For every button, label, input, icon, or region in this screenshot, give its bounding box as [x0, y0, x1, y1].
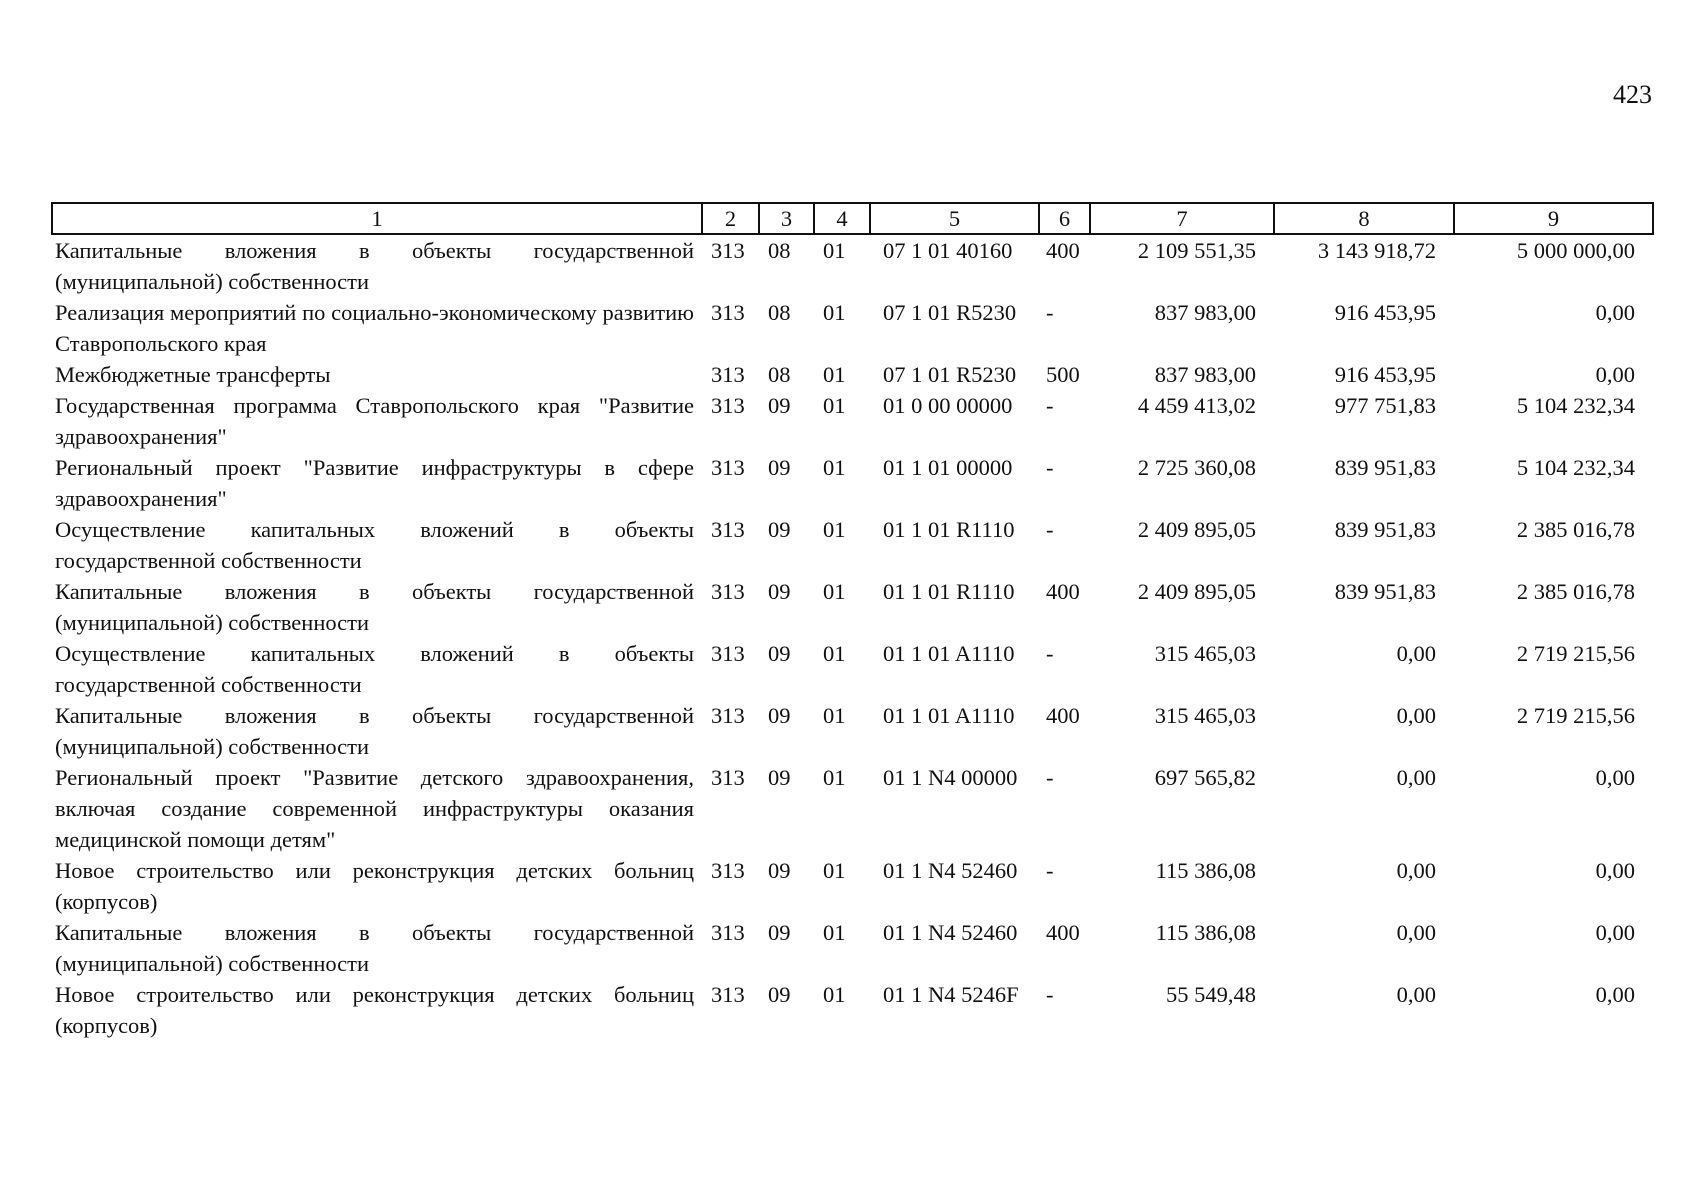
ministry-code-cell: 313 [711, 393, 745, 418]
amount-col9-cell: 0,00 [1595, 858, 1635, 883]
target-article-code-cell: 01 1 01 R1110 [883, 579, 1015, 604]
amount-col8-cell: 0,00 [1396, 641, 1436, 666]
amount-col7-cell: 115 386,08 [1155, 858, 1256, 883]
amount-col8-cell: 839 951,83 [1334, 579, 1436, 604]
amount-col9-cell: 5 104 232,34 [1516, 393, 1635, 418]
section-code-cell: 09 [768, 858, 791, 883]
amount-col7-cell: 2 725 360,08 [1137, 455, 1256, 480]
table-row [52, 234, 1653, 297]
section-code-cell: 09 [768, 920, 791, 945]
column-header-3: 3 [759, 203, 814, 234]
subsection-code-cell: 01 [823, 393, 846, 418]
target-article-code-cell: 01 1 01 A1110 [883, 641, 1015, 666]
expense-type-code-cell: - [1046, 765, 1054, 790]
target-article-code-cell: 01 1 N4 52460 [883, 920, 1018, 945]
expense-name-cell: Осуществление капитальных вложений в объекты государственной собственности [55, 517, 694, 573]
target-article-code-cell: 01 1 01 00000 [883, 455, 1013, 480]
expense-name-cell: Капитальные вложения в объекты государственной (муниципальной) собственности [55, 920, 694, 976]
expense-type-code-cell: 400 [1046, 920, 1080, 945]
column-header-5: 5 [870, 203, 1039, 234]
amount-col7-cell: 837 983,00 [1154, 362, 1256, 387]
expense-type-code-cell: 400 [1046, 703, 1080, 728]
table-row [52, 514, 1653, 576]
table-row [52, 452, 1653, 514]
amount-col7-cell: 4 459 413,02 [1137, 393, 1256, 418]
column-header-8: 8 [1274, 203, 1454, 234]
section-code-cell: 09 [768, 579, 791, 604]
amount-col7-cell: 2 409 895,05 [1137, 517, 1256, 542]
expense-type-code-cell: 400 [1046, 238, 1080, 263]
budget-table [51, 202, 1654, 1041]
subsection-code-cell: 01 [823, 455, 846, 480]
table-row [52, 359, 1653, 390]
table-row [52, 855, 1653, 917]
table-row [52, 576, 1653, 638]
ministry-code-cell: 313 [711, 982, 745, 1007]
subsection-code-cell: 01 [823, 579, 846, 604]
amount-col8-cell: 0,00 [1396, 765, 1436, 790]
table-row [52, 917, 1653, 979]
expense-name-cell: Осуществление капитальных вложений в объекты государственной собственности [55, 641, 694, 697]
amount-col8-cell: 0,00 [1396, 858, 1436, 883]
amount-col9-cell: 0,00 [1595, 300, 1635, 325]
amount-col9-cell: 0,00 [1595, 920, 1635, 945]
expense-type-code-cell: - [1046, 455, 1054, 480]
target-article-code-cell: 07 1 01 R5230 [883, 362, 1017, 387]
page-number: 423 [1613, 80, 1652, 109]
expense-type-code-cell: 400 [1046, 579, 1080, 604]
expense-type-code-cell: - [1046, 300, 1054, 325]
table-row [52, 297, 1653, 359]
expense-name-cell: Государственная программа Ставропольского края "Развитие здравоохранения" [55, 393, 694, 449]
amount-col7-cell: 115 386,08 [1155, 920, 1256, 945]
expense-type-code-cell: 500 [1046, 362, 1080, 387]
table-row [52, 638, 1653, 700]
amount-col9-cell: 2 719 215,56 [1516, 703, 1635, 728]
amount-col7-cell: 315 465,03 [1154, 641, 1256, 666]
target-article-code-cell: 01 1 N4 5246F [883, 982, 1019, 1007]
amount-col8-cell: 839 951,83 [1334, 517, 1436, 542]
amount-col8-cell: 977 751,83 [1334, 393, 1436, 418]
amount-col7-cell: 2 409 895,05 [1137, 579, 1256, 604]
expense-type-code-cell: - [1046, 982, 1054, 1007]
expense-type-code-cell: - [1046, 393, 1054, 418]
expense-type-code-cell: - [1046, 858, 1054, 883]
amount-col7-cell: 2 109 551,35 [1137, 238, 1256, 263]
amount-col8-cell: 0,00 [1396, 920, 1436, 945]
amount-col7-cell: 837 983,00 [1154, 300, 1256, 325]
expense-name-cell: Капитальные вложения в объекты государственной (муниципальной) собственности [55, 579, 694, 635]
amount-col9-cell: 2 385 016,78 [1516, 517, 1635, 542]
section-code-cell: 08 [768, 362, 791, 387]
amount-col9-cell: 2 385 016,78 [1516, 579, 1635, 604]
subsection-code-cell: 01 [823, 238, 846, 263]
amount-col8-cell: 0,00 [1396, 982, 1436, 1007]
section-code-cell: 09 [768, 455, 791, 480]
amount-col9-cell: 0,00 [1595, 765, 1635, 790]
table-row [52, 390, 1653, 452]
subsection-code-cell: 01 [823, 703, 846, 728]
expense-name-cell: Межбюджетные трансферты [55, 362, 331, 387]
section-code-cell: 09 [768, 765, 791, 790]
amount-col8-cell: 916 453,95 [1334, 362, 1436, 387]
subsection-code-cell: 01 [823, 300, 846, 325]
expense-name-cell: Капитальные вложения в объекты государственной (муниципальной) собственности [55, 238, 694, 294]
expense-name-cell: Реализация мероприятий по социально-экономическому развитию Ставропольского края [55, 300, 694, 356]
ministry-code-cell: 313 [711, 300, 745, 325]
column-header-7: 7 [1090, 203, 1274, 234]
column-header-9: 9 [1454, 203, 1653, 234]
amount-col9-cell: 0,00 [1595, 362, 1635, 387]
expense-name-cell: Новое строительство или реконструкция детских больниц (корпусов) [55, 858, 694, 914]
ministry-code-cell: 313 [711, 858, 745, 883]
section-code-cell: 09 [768, 982, 791, 1007]
column-header-2: 2 [702, 203, 759, 234]
expense-name-cell: Региональный проект "Развитие инфраструктуры в сфере здравоохранения" [55, 455, 694, 511]
expense-type-code-cell: - [1046, 641, 1054, 666]
ministry-code-cell: 313 [711, 455, 745, 480]
amount-col9-cell: 5 000 000,00 [1516, 238, 1635, 263]
amount-col9-cell: 0,00 [1595, 982, 1635, 1007]
subsection-code-cell: 01 [823, 641, 846, 666]
column-header-1: 1 [52, 203, 702, 234]
column-header-4: 4 [814, 203, 870, 234]
table-body [52, 234, 1653, 1041]
table-row [52, 700, 1653, 762]
target-article-code-cell: 07 1 01 R5230 [883, 300, 1017, 325]
ministry-code-cell: 313 [711, 765, 745, 790]
expense-type-code-cell: - [1046, 517, 1054, 542]
table-header-row [52, 203, 1653, 234]
ministry-code-cell: 313 [711, 579, 745, 604]
ministry-code-cell: 313 [711, 362, 745, 387]
table-row [52, 762, 1653, 855]
amount-col7-cell: 315 465,03 [1154, 703, 1256, 728]
subsection-code-cell: 01 [823, 858, 846, 883]
subsection-code-cell: 01 [823, 517, 846, 542]
target-article-code-cell: 01 1 01 R1110 [883, 517, 1015, 542]
section-code-cell: 08 [768, 300, 791, 325]
section-code-cell: 09 [768, 641, 791, 666]
subsection-code-cell: 01 [823, 920, 846, 945]
amount-col8-cell: 839 951,83 [1334, 455, 1436, 480]
expense-name-cell: Региональный проект "Развитие детского здравоохранения, включая создание современной инфраструктуры оказания медицинской помощи детям" [55, 765, 694, 852]
ministry-code-cell: 313 [711, 641, 745, 666]
amount-col8-cell: 3 143 918,72 [1317, 238, 1436, 263]
ministry-code-cell: 313 [711, 238, 745, 263]
subsection-code-cell: 01 [823, 982, 846, 1007]
ministry-code-cell: 313 [711, 920, 745, 945]
expense-name-cell: Новое строительство или реконструкция детских больниц (корпусов) [55, 982, 694, 1038]
table-row [52, 979, 1653, 1041]
amount-col7-cell: 55 549,48 [1166, 982, 1256, 1007]
section-code-cell: 09 [768, 517, 791, 542]
section-code-cell: 08 [768, 238, 791, 263]
amount-col9-cell: 2 719 215,56 [1516, 641, 1635, 666]
target-article-code-cell: 01 1 01 A1110 [883, 703, 1015, 728]
amount-col8-cell: 916 453,95 [1334, 300, 1436, 325]
section-code-cell: 09 [768, 393, 791, 418]
column-header-6: 6 [1039, 203, 1090, 234]
target-article-code-cell: 01 1 N4 00000 [883, 765, 1018, 790]
amount-col7-cell: 697 565,82 [1154, 765, 1256, 790]
target-article-code-cell: 01 1 N4 52460 [883, 858, 1018, 883]
amount-col8-cell: 0,00 [1396, 703, 1436, 728]
ministry-code-cell: 313 [711, 703, 745, 728]
expense-name-cell: Капитальные вложения в объекты государственной (муниципальной) собственности [55, 703, 694, 759]
subsection-code-cell: 01 [823, 362, 846, 387]
subsection-code-cell: 01 [823, 765, 846, 790]
target-article-code-cell: 01 0 00 00000 [883, 393, 1013, 418]
target-article-code-cell: 07 1 01 40160 [883, 238, 1013, 263]
amount-col9-cell: 5 104 232,34 [1516, 455, 1635, 480]
ministry-code-cell: 313 [711, 517, 745, 542]
section-code-cell: 09 [768, 703, 791, 728]
